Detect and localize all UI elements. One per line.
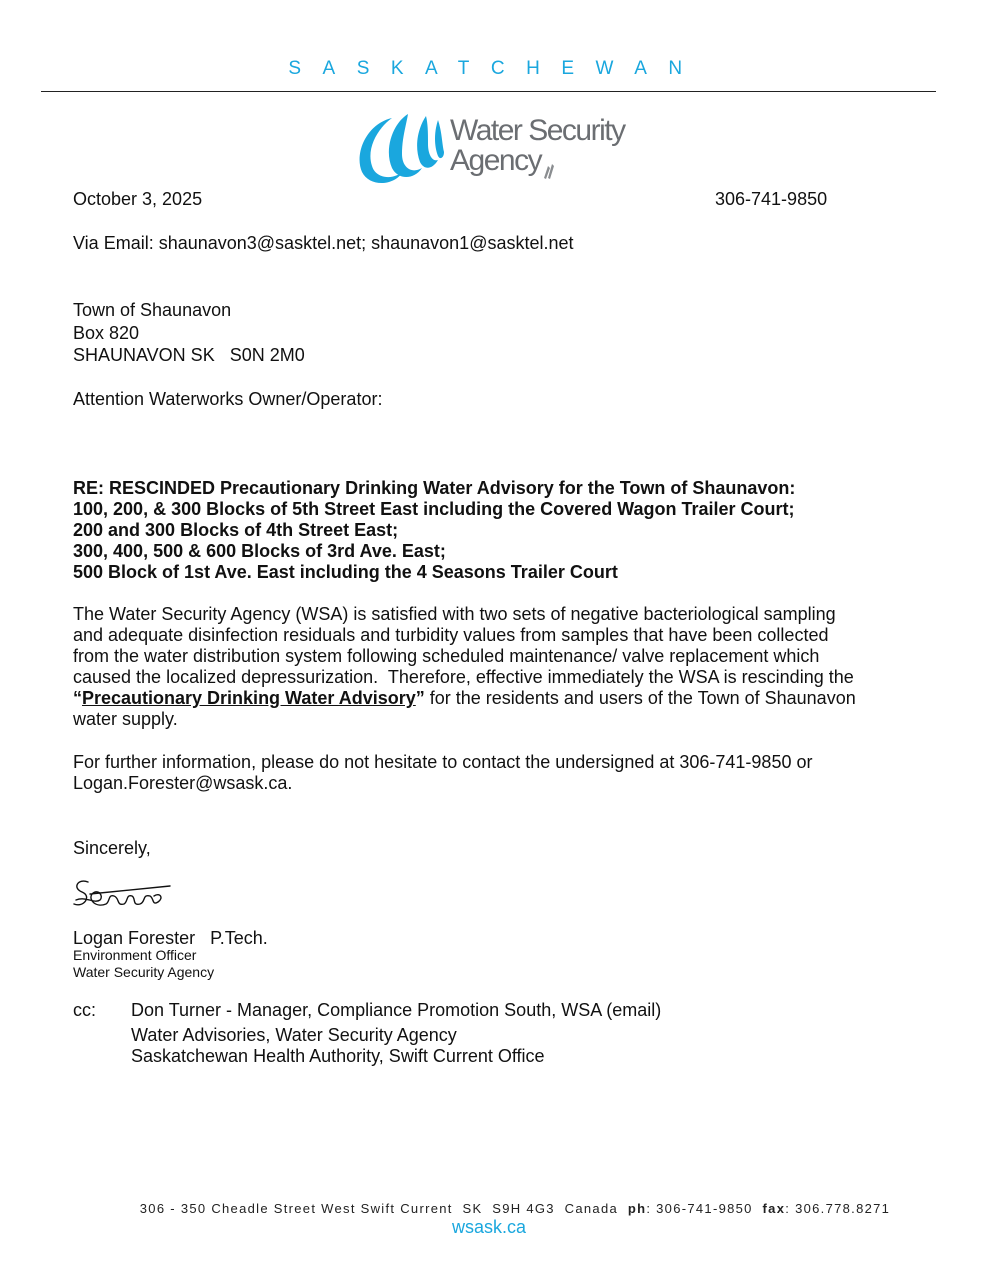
via-email-line: Via Email: shaunavon3@sasktel.net; shaunavon1@sasktel.net [73,233,574,253]
body-line: For further information, please do not hesitate to contact the undersigned at 306-741-9850 or [73,752,813,772]
body-line: caused the localized depressurization. Therefore, effective immediately the WSA is rescinding the [73,667,854,687]
footer-fax-label: fax [762,1201,786,1216]
signer-organization: Water Security Agency [73,964,215,980]
cc-recipient: Don Turner - Manager, Compliance Promotion South, WSA (email) [131,1000,662,1020]
footer-fax: : 306.778.8271 [785,1201,891,1216]
body-line: water supply. [73,709,178,729]
subject-block [73,478,795,583]
subject-line: RE: RESCINDED Precautionary Drinking Water Advisory for the Town of Shaunavon: [73,478,796,498]
body-line: from the water distribution system following scheduled maintenance/ valve replacement which [73,646,820,666]
footer-address-line [0,1201,992,1216]
body-line: The Water Security Agency (WSA) is satisfied with two sets of negative bacteriological sampling [73,604,836,624]
footer-phone: : 306-741-9850 [646,1201,753,1216]
recipient-line: Box 820 [73,322,140,343]
header-divider [41,91,936,92]
cc-recipient: Saskatchewan Health Authority, Swift Current Office [131,1046,545,1066]
agency-logo [352,110,632,188]
subject-line: 300, 400, 500 & 600 Blocks of 3rd Ave. East; [73,541,446,561]
open-quote: “ [73,688,82,708]
close-quote: ” [415,688,425,708]
signature-icon [70,874,180,916]
logo-text-line1: Water Security [450,114,625,147]
logo-text-line2: Agency [450,144,542,177]
recipient-line: Town of Shaunavon [73,300,232,320]
subject-line: 200 and 300 Blocks of 4th Street East; [73,520,399,540]
advisory-name: Precautionary Drinking Water Advisory [82,688,416,708]
footer-address: 306 - 350 Cheadle Street West Swift Current SK S9H 4G3 Canada [139,1201,619,1216]
contact-phone: 306-741-9850 [715,189,828,209]
body-line: and adequate disinfection residuals and turbidity values from samples that have been collected [73,625,829,645]
cc-label: cc: [73,1000,97,1020]
recipient-line: SHAUNAVON SK S0N 2M0 [73,345,305,365]
letter-date: October 3, 2025 [73,189,203,209]
cc-recipient: Water Advisories, Water Security Agency [131,1025,457,1045]
province-name: SASKATCHEWAN [288,58,704,79]
closing: Sincerely, [73,838,151,858]
body-line-advisory [73,688,856,709]
signer-name: Logan Forester P.Tech. [73,928,268,948]
body-paragraph-2 [73,752,812,794]
footer-phone-label: ph [627,1201,647,1216]
wheat-icon [542,160,556,180]
body-paragraph-1 [73,604,856,730]
advisory-tail: for the residents and users of the Town of Shaunavon [424,688,856,708]
subject-line: 100, 200, & 300 Blocks of 5th Street East including the Covered Wagon Trailer Court; [73,499,795,519]
signer-title: Environment Officer [73,947,197,963]
recipient-address [73,300,305,366]
subject-line: 500 Block of 1st Ave. East including the 4 Seasons Trailer Court [73,562,618,582]
footer-website[interactable]: wsask.ca [451,1217,527,1237]
body-line: Logan.Forester@wsask.ca. [73,773,293,793]
attention-line: Attention Waterworks Owner/Operator: [73,389,383,409]
